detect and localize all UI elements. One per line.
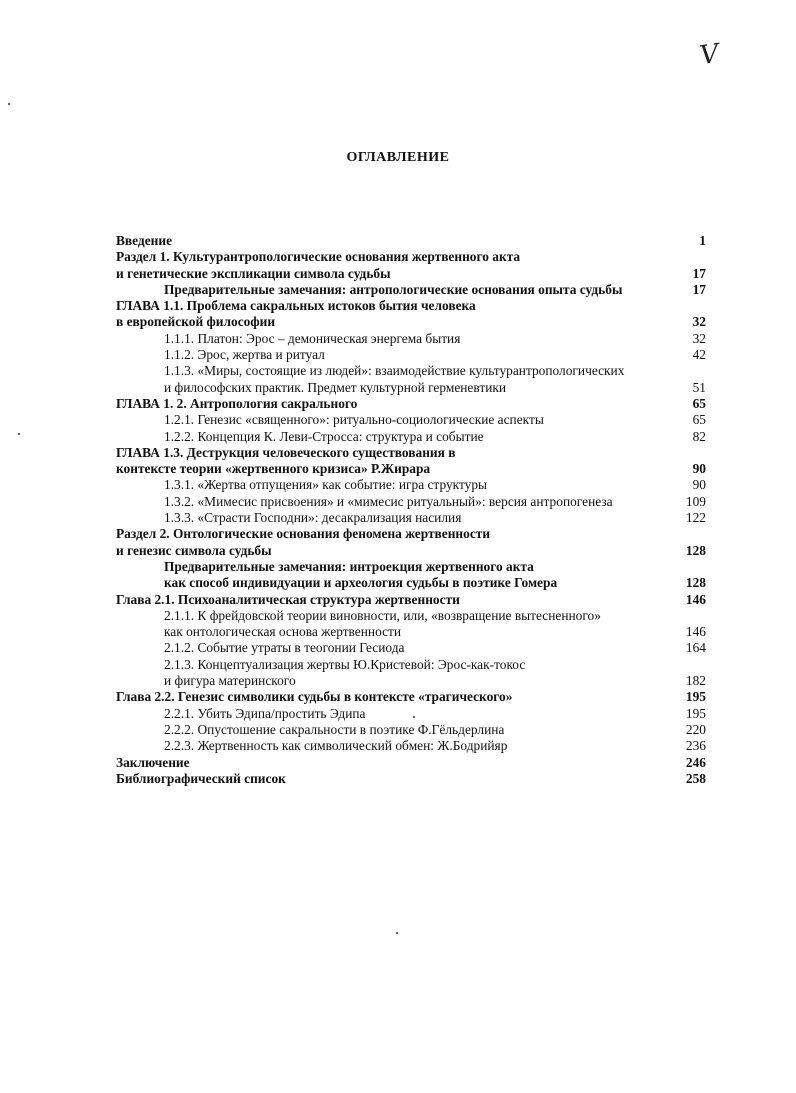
toc-entry-page: 109 [685, 493, 706, 509]
toc-entry-title: Глава 2.1. Психоаналитическая структура жертвенности [116, 591, 460, 607]
scan-speck [18, 433, 20, 435]
toc-entry-title: Заключение [116, 754, 190, 770]
toc-entry-page: 82 [692, 428, 706, 444]
toc-entry-page: 128 [685, 542, 706, 558]
toc-entry-page: 17 [692, 265, 706, 281]
toc-entry-page: 236 [685, 738, 706, 754]
toc-entry-title: 2.2.2. Опустошение сакральности в поэтике Ф.Гёльдерлина [164, 721, 505, 737]
scan-speck [396, 932, 398, 934]
toc-entry [116, 771, 706, 787]
toc-entry-title: ГЛАВА 1.1. Проблема сакральных истоков бытия человека в европейской философии [116, 298, 476, 330]
toc-entry-page: 51 [692, 379, 706, 395]
toc-entry [116, 429, 706, 445]
toc-entry-page: 42 [692, 347, 706, 363]
toc-entry [116, 689, 706, 705]
toc-entry [116, 445, 706, 478]
toc-entry-title: 2.2.3. Жертвенность как символический обмен: Ж.Бодрийяр [164, 738, 508, 754]
toc-entry-page: 258 [685, 770, 706, 786]
table-of-contents [116, 233, 706, 787]
toc-entry-title: 2.2.1. Убить Эдипа/простить Эдипа [164, 705, 366, 721]
toc-entry [116, 738, 706, 754]
toc-entry-page: 32 [692, 314, 706, 330]
toc-entry-page: 17 [692, 281, 706, 297]
page-title: ОГЛАВЛЕНИЕ [346, 150, 450, 165]
toc-entry-page: 90 [692, 477, 706, 493]
toc-entry [116, 722, 706, 738]
toc-entry-page: 195 [685, 705, 706, 721]
toc-entry [116, 640, 706, 656]
toc-entry-page: 220 [685, 721, 706, 737]
toc-entry [116, 412, 706, 428]
toc-entry-page: 164 [685, 640, 706, 656]
toc-entry-title: 1.2.2. Концепция К. Леви-Стросса: структура и событие [164, 428, 484, 444]
toc-entry-page: 182 [685, 673, 706, 689]
toc-entry-title: Раздел 2. Онтологические основания феномена жертвенности и генезис символа судьбы [116, 526, 491, 558]
toc-entry [116, 510, 706, 526]
toc-entry [116, 706, 706, 722]
toc-entry-title: ГЛАВА 1.3. Деструкция человеческого существования в контексте теории «жертвенного кризиса» Р.Жирара [116, 444, 456, 477]
toc-entry-title: Предварительные замечания: интроекция жертвенного акта как способ индивидуации и археология судьбы в поэтике Гомера [164, 558, 558, 591]
toc-entry [116, 494, 706, 510]
toc-entry-page: 90 [692, 461, 706, 477]
toc-entry-title: Введение [116, 233, 173, 248]
toc-entry-title: 1.1.2. Эрос, жертва и ритуал [164, 347, 325, 363]
toc-entry [116, 396, 706, 412]
toc-entry-title: 1.3.2. «Мимесис присвоения» и «мимесис ритуальный»: версия антропогенеза [164, 493, 613, 509]
toc-entry-title: 2.1.3. Концептуализация жертвы Ю.Кристевой: Эрос-как-токос и фигура материнского [164, 656, 526, 689]
toc-entry-title: Библиографический список [116, 770, 286, 786]
toc-entry-page: 128 [685, 575, 706, 591]
toc-entry [116, 347, 706, 363]
toc-entry-page: 122 [685, 510, 706, 526]
toc-entry-title: Раздел 1. Культурантропологические основания жертвенного акта и генетические экспликации символа судьбы [116, 249, 521, 281]
toc-entry-page: 65 [692, 395, 706, 411]
toc-entry [116, 298, 706, 331]
toc-entry-title: 1.3.1. «Жертва отпущения» как событие: игра структуры [164, 477, 488, 493]
toc-entry [116, 755, 706, 771]
toc-entry-page: 32 [692, 330, 706, 346]
toc-entry [116, 592, 706, 608]
toc-entry-title: 1.3.3. «Страсти Господни»: десакрализация насилия [164, 510, 462, 526]
toc-entry-page: 195 [685, 689, 706, 705]
toc-entry [116, 657, 706, 690]
toc-entry [116, 477, 706, 493]
toc-entry [116, 363, 706, 396]
toc-entry-title: 2.1.1. К фрейдовской теории виновности, или, «возвращение вытесненного» как онтологическая основа жертвенности [164, 607, 601, 640]
toc-entry [116, 282, 706, 298]
toc-entry-page: 146 [685, 591, 706, 607]
toc-entry-title: 1.1.3. «Миры, состоящие из людей»: взаимодействие культурантропологических и философских практик. Предмет культурной герменевтики [164, 363, 625, 395]
toc-entry-title: 2.1.2. Событие утраты в теогонии Гесиода [164, 640, 405, 656]
toc-entry-title: Предварительные замечания: антропологические основания опыта судьбы [164, 281, 623, 297]
toc-entry-page: 65 [692, 412, 706, 428]
toc-entry [116, 559, 706, 592]
toc-entry-title: 1.2.1. Генезис «священного»: ритуально-социологические аспекты [164, 412, 544, 428]
toc-entry-page: 1 [699, 233, 706, 248]
toc-entry-page: 246 [685, 754, 706, 770]
toc-entry-page: 146 [685, 624, 706, 640]
scan-speck [8, 103, 10, 105]
handwritten-page-mark: V [698, 38, 721, 72]
toc-entry [116, 608, 706, 641]
toc-entry [116, 233, 706, 249]
toc-entry [116, 526, 706, 559]
scan-speck [413, 716, 415, 718]
toc-entry [116, 331, 706, 347]
toc-entry [116, 249, 706, 282]
toc-entry-title: 1.1.1. Платон: Эрос – демоническая энергема бытия [164, 330, 461, 346]
toc-entry-title: Глава 2.2. Генезис символики судьбы в контексте «трагического» [116, 689, 513, 705]
toc-entry-title: ГЛАВА 1. 2. Антропология сакрального [116, 395, 358, 411]
